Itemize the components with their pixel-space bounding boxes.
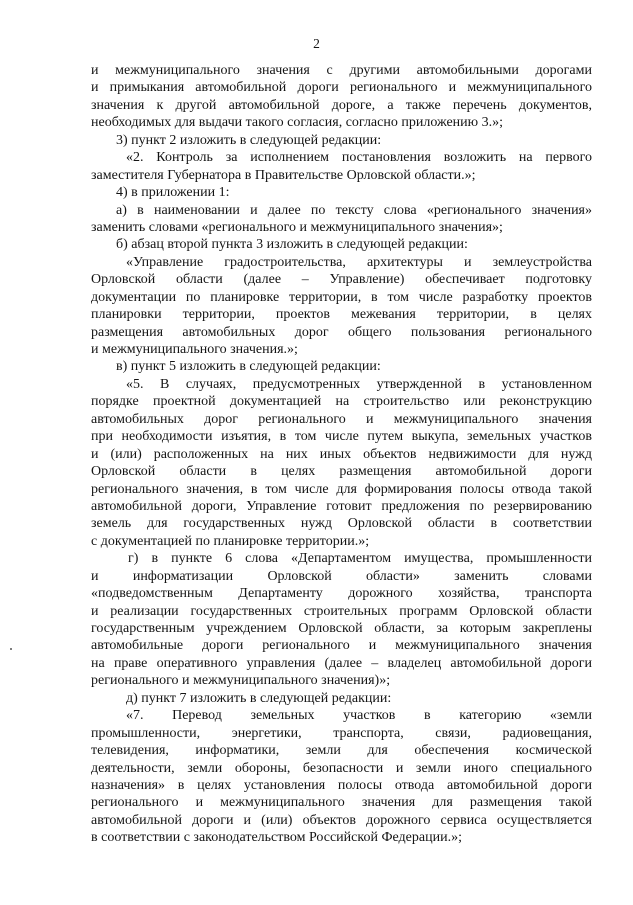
- text-line: «2. Контроль за исполнением постановления возложить на первого: [126, 150, 592, 166]
- text-line: на праве оперативного управления (далее – владелец автомобильной дороги: [91, 655, 592, 671]
- text-line: документации по планировке территории, в том числе разработку проектов: [91, 289, 592, 305]
- text-line: государственным учреждением Орловской области, за которым закреплены: [91, 621, 592, 636]
- text-line: «подведомственным Департаменту дорожного хозяйства, транспорта: [91, 586, 592, 602]
- text-line: регионального и межмуниципального значения для размещения такой: [91, 795, 592, 811]
- text-line: а) в наименовании и далее по тексту слова «регионального значения»: [116, 202, 592, 218]
- text-line: и (или) расположенных на них иных объектов недвижимости для нужд: [91, 446, 592, 462]
- text-line: и реализации государственных строительных программ Орловской области: [91, 603, 592, 619]
- text-line: и межмуниципального значения с другими автомобильными дорогами: [91, 63, 592, 78]
- text-line: промышленности, энергетики, транспорта, связи, радиовещания,: [91, 725, 592, 741]
- document-body: [91, 62, 592, 847]
- text-line: заменить словами «регионального и межмуниципального значения»;: [91, 219, 503, 235]
- text-line: в соответствии с законодательством Российской Федерации.»;: [91, 830, 462, 846]
- text-line: автомобильные дороги регионального и межмуниципального значения: [91, 638, 592, 654]
- text-line: и примыкания автомобильной дороги регионального и межмуниципального: [91, 80, 592, 96]
- text-line: «5. В случаях, предусмотренных утвержденной в установленном: [126, 376, 592, 392]
- text-line: с документацией по планировке территории.»;: [91, 533, 370, 549]
- text-line: порядке проектной документацией на строительство или реконструкцию: [91, 394, 592, 410]
- text-line: размещения автомобильных дорог общего пользования регионального: [91, 324, 592, 340]
- text-line: и межмуниципального значения.»;: [91, 342, 298, 357]
- text-line: телевидения, информатики, земли для обеспечения космической: [91, 743, 592, 759]
- text-line: 3) пункт 2 изложить в следующей редакции:: [116, 132, 382, 148]
- text-line: д) пункт 7 изложить в следующей редакции:: [126, 690, 392, 706]
- text-line: регионального и межмуниципального значения)»;: [91, 673, 391, 689]
- text-line: необходимых для выдачи такого согласия, согласно приложению 3.»;: [91, 115, 504, 131]
- text-line: заместителя Губернатора в Правительстве Орловской области.»;: [91, 167, 476, 183]
- text-line: г) в пункте 6 слова «Департаментом имущества, промышленности: [128, 551, 592, 567]
- text-line: автомобильных дорог регионального и межмуниципального значения: [91, 411, 592, 427]
- text-line: Орловской области (далее – Управление) обеспечивает подготовку: [91, 272, 592, 288]
- text-line: б) абзац второй пункта 3 изложить в следующей редакции:: [116, 237, 468, 253]
- text-line: деятельности, земли обороны, безопасности и земли иного специального: [91, 760, 592, 776]
- text-line: планировки территории, проектов межевания территории, в целях: [91, 307, 592, 323]
- scan-speck: [10, 648, 12, 650]
- text-line: значения к другой автомобильной дороге, а также перечень документов,: [91, 97, 592, 113]
- text-line: «Управление градостроительства, архитектуры и землеустройства: [126, 254, 592, 270]
- text-line: автомобильной дороги и (или) объектов дорожного сервиса осуществляется: [91, 812, 592, 828]
- text-line: Орловской области в целях размещения автомобильной дороги: [91, 464, 592, 480]
- text-line: в) пункт 5 изложить в следующей редакции:: [116, 359, 381, 375]
- text-line: автомобильной дороги, Управление готовит предложения по резервированию: [91, 498, 592, 514]
- text-line: «7. Перевод земельных участков в категорию «земли: [126, 708, 592, 724]
- text-line: при необходимости изъятия, в том числе путем выкупа, земельных участков: [91, 429, 592, 445]
- text-line: земель для государственных нужд Орловской области в соответствии: [91, 516, 592, 532]
- text-line: назначения» в целях установления полосы отвода автомобильной дороги: [91, 777, 592, 793]
- page-number: 2: [313, 36, 320, 51]
- text-line: регионального значения, в том числе для формирования полосы отвода такой: [91, 481, 592, 497]
- text-line: и информатизации Орловской области» заменить словами: [91, 568, 592, 584]
- text-line: 4) в приложении 1:: [116, 185, 230, 201]
